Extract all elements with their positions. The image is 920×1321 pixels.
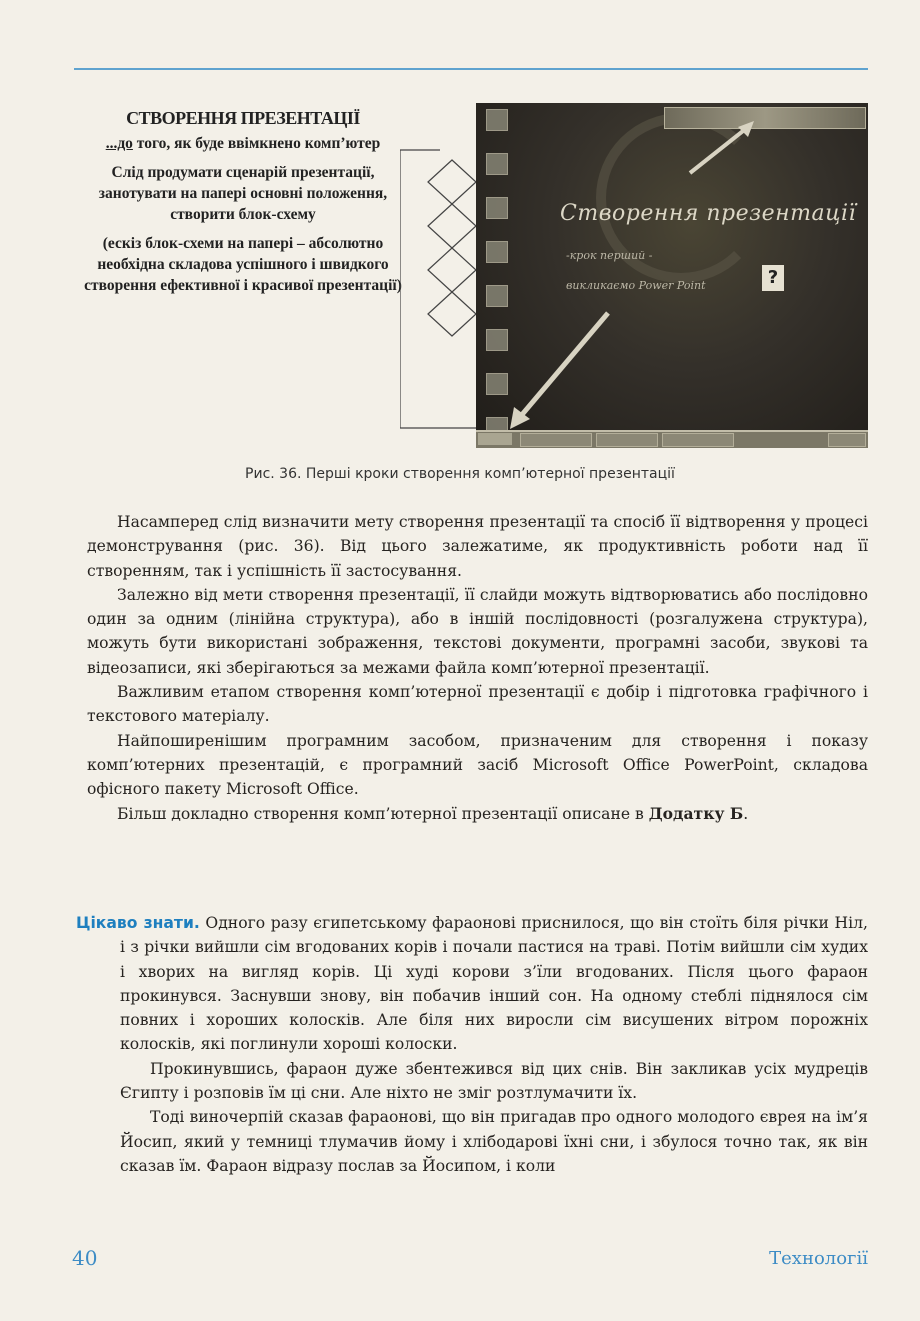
flowchart-connectors [400,140,480,440]
paragraph: Важливим етапом створення комп’ютерної презентації є добір і підготовка графічного і текстового матеріалу. [87,683,868,726]
figure-title: СТВОРЕННЯ ПРЕЗЕНТАЦІЇ [126,108,360,128]
appendix-reference: Додатку Б [648,803,744,823]
paragraph-end: . [743,804,749,823]
screen-step: -крок перший - [566,249,653,262]
screen-title: Створення презентації [560,201,857,226]
figure-flowchart-text [84,108,402,304]
top-rule [74,68,868,70]
figure-line-2: Слід продумати сценарій презентації, занотувати на папері основні положення, створити блок-схему [98,164,388,223]
paragraph: Насамперед слід визначити мету створення презентації та спосіб її відтворення у процесі демонстрування (рис. 36). Від цього залежатиме, як продуктивність роботи над її створенням, так і успішність її застосування. [87,513,868,580]
body-text [87,510,868,826]
taskbar-item [662,433,734,447]
figure-line-1-rest: того, як буде ввімкнено комп’ютер [132,135,381,152]
figure-line-3: (ескіз блок-схеми на папері – абсолютно необхідна складова успішного і швидкого створення ефективної і красивої презентації) [84,235,402,294]
taskbar-item [596,433,658,447]
paragraph: Залежно від мети створення презентації, її слайди можуть відтворюватись або послідовно один за одним (лінійна структура), або в іншій послідовності (розгалужена структура), можуть бути використані зображення, текстові документи, програмні засоби, звукові та відеозаписи, які зберігаються за межами файла комп’ютерної презентації. [87,585,868,677]
interesting-text: Одного разу єгипетському фараонові приснилося, що він стоїть біля річки Ніл, і з річки вийшли сім вгодованих корів і почали пастися на траві. Потім вийшли сім худих і хворих на вигляд корів. Ці худі корови з’їли вгодованих. Після цього фараон прокинувся. Заснувши знову, він побачив інший сон. На одному стеблі піднялося сім повних і хороших колосків. Але біля них виросли сім висушених вітром порожніх колосків, які поглинули хороші колоски. [120,914,868,1054]
screen-arrows [476,103,868,448]
page-number: 40 [72,1246,98,1270]
taskbar [476,430,868,448]
help-icon: ? [762,265,784,291]
paragraph: Найпоширенішим програмним засобом, призначеним для створення і показу комп’ютерних презентацій, є програмний засіб Microsoft Office PowerPoint, складова офісного пакету Microsoft Office. [87,731,868,799]
start-button [478,433,512,445]
screen-instruction: викликаємо Power Point [566,279,706,292]
interesting-paragraph: Тоді виночерпій сказав фараонові, що він пригадав про одного молодого єврея на ім’я Йосип, який у темниці тлумачив йому і хлібодарові їхні сни, і збулося точно так, як він сказав їм. Фараон відразу послав за Йосипом, і коли [120,1108,868,1175]
interesting-fact-section [76,911,868,1178]
paragraph-start: Більш докладно створення комп’ютерної презентації описане в [117,804,649,823]
paragraph [87,802,868,826]
desktop-screenshot [476,103,868,448]
interesting-paragraph: Прокинувшись, фараон дуже збентежився від цих снів. Він закликав усіх мудреців Єгипту і розповів їм ці сни. Але ніхто не зміг розтлумачити їх. [120,1059,868,1103]
section-title: Технології [769,1248,868,1269]
figure-line-1 [84,133,402,154]
taskbar-clock [828,433,866,447]
interesting-label: Цікаво знати. [76,914,200,932]
taskbar-item [520,433,592,447]
figure-line-1-underlined: ...до [105,135,133,152]
interesting-paragraph [76,911,868,1057]
figure-caption: Рис. 36. Перші кроки створення комп’ютерної презентації [245,466,675,482]
